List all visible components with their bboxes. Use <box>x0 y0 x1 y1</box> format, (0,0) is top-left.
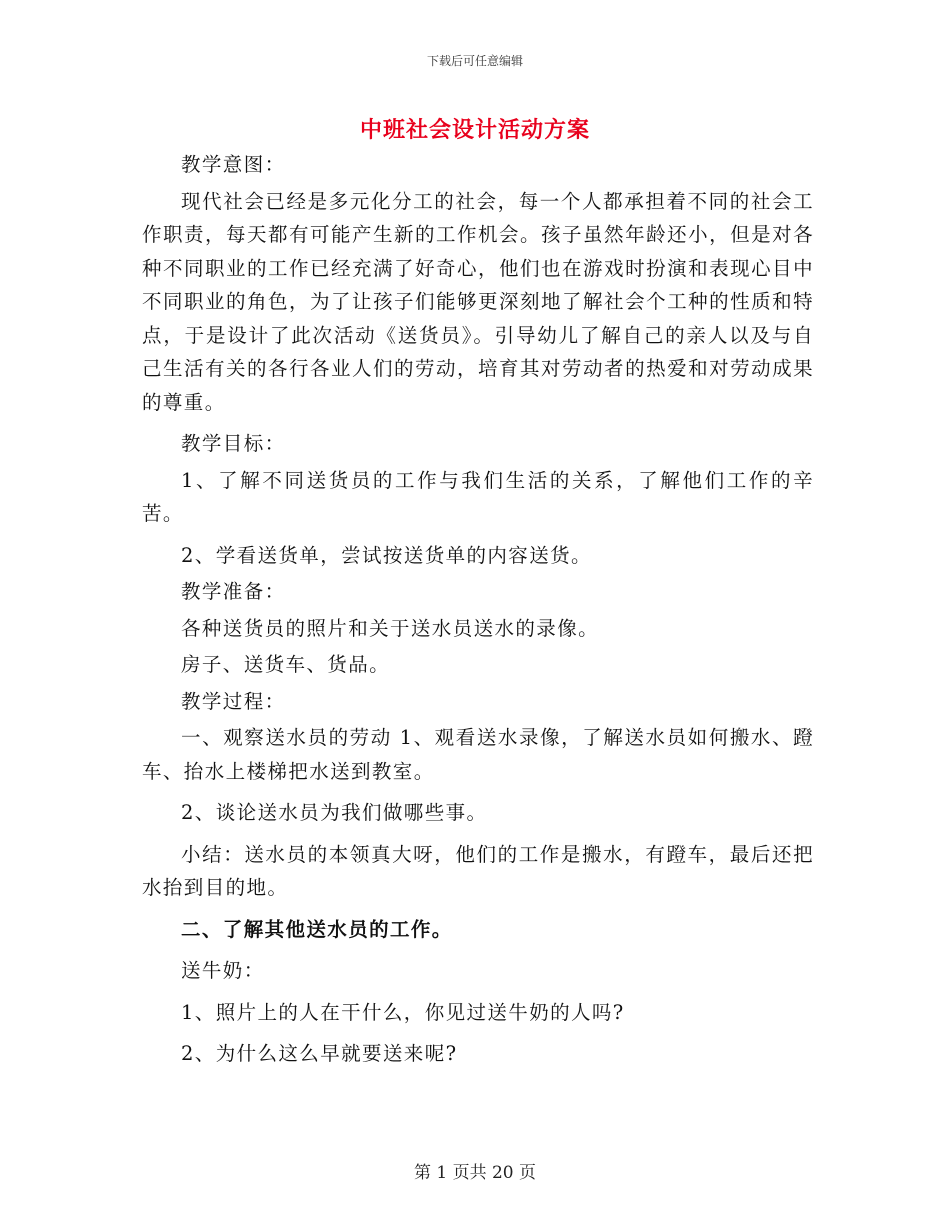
document-title: 中班社会设计活动方案 <box>359 117 590 143</box>
body-paragraph-intent: 现代社会已经是多元化分工的社会，每一个人都承担着不同的社会工作职责，每天都有可能产生新的工作机会。孩子虽然年龄还小，但是对各种不同职业的工作已经充满了好奇心，他们也在游戏时扮演和表现心目中不同职业的角色，为了让孩子们能够更深刻地了解社会个工种的性质和特点，于是设计了此次活动《送货员》。引导幼儿了解自己的亲人以及与自己生活有关的各行各业人们的劳动，培育其对劳动者的热爱和对劳动成果的尊重。 <box>142 189 814 414</box>
section-heading-intent: 教学意图： <box>181 153 286 176</box>
preparation-item-2: 房子、送货车、货品。 <box>181 653 391 676</box>
process-summary: 小结：送水员的本领真大呀，他们的工作是搬水，有蹬车，最后还把水抬到目的地。 <box>142 842 814 899</box>
process-step-2: 2、谈论送水员为我们做哪些事。 <box>181 801 488 824</box>
process-step-1: 一、观察送水员的劳动 1、观看送水录像，了解送水员如何搬水、蹬车、抬水上楼梯把水送到教室。 <box>142 726 814 783</box>
section-heading-process: 教学过程： <box>181 689 286 713</box>
section-heading-other-workers: 二、了解其他送水员的工作。 <box>181 917 453 941</box>
section-heading-preparation: 教学准备： <box>181 580 286 603</box>
milk-question-2: 2、为什么这么早就要送来呢? <box>181 1042 458 1065</box>
subheading-milk-delivery: 送牛奶： <box>181 959 265 982</box>
section-heading-goals: 教学目标： <box>181 432 286 455</box>
document-body <box>142 148 814 1079</box>
goal-item-2: 2、学看送货单，尝试按送货单的内容送货。 <box>181 543 592 567</box>
page-header-note: 下载后可任意编辑 <box>426 54 523 68</box>
preparation-item-1: 各种送货员的照片和关于送水员送水的录像。 <box>181 616 600 640</box>
page-number-footer: 第 1 页共 20 页 <box>413 1163 537 1183</box>
milk-question-1: 1、照片上的人在干什么，你见过送牛奶的人吗? <box>181 1000 625 1024</box>
goal-item-1: 1、了解不同送货员的工作与我们生活的关系，了解他们工作的辛苦。 <box>142 468 814 525</box>
